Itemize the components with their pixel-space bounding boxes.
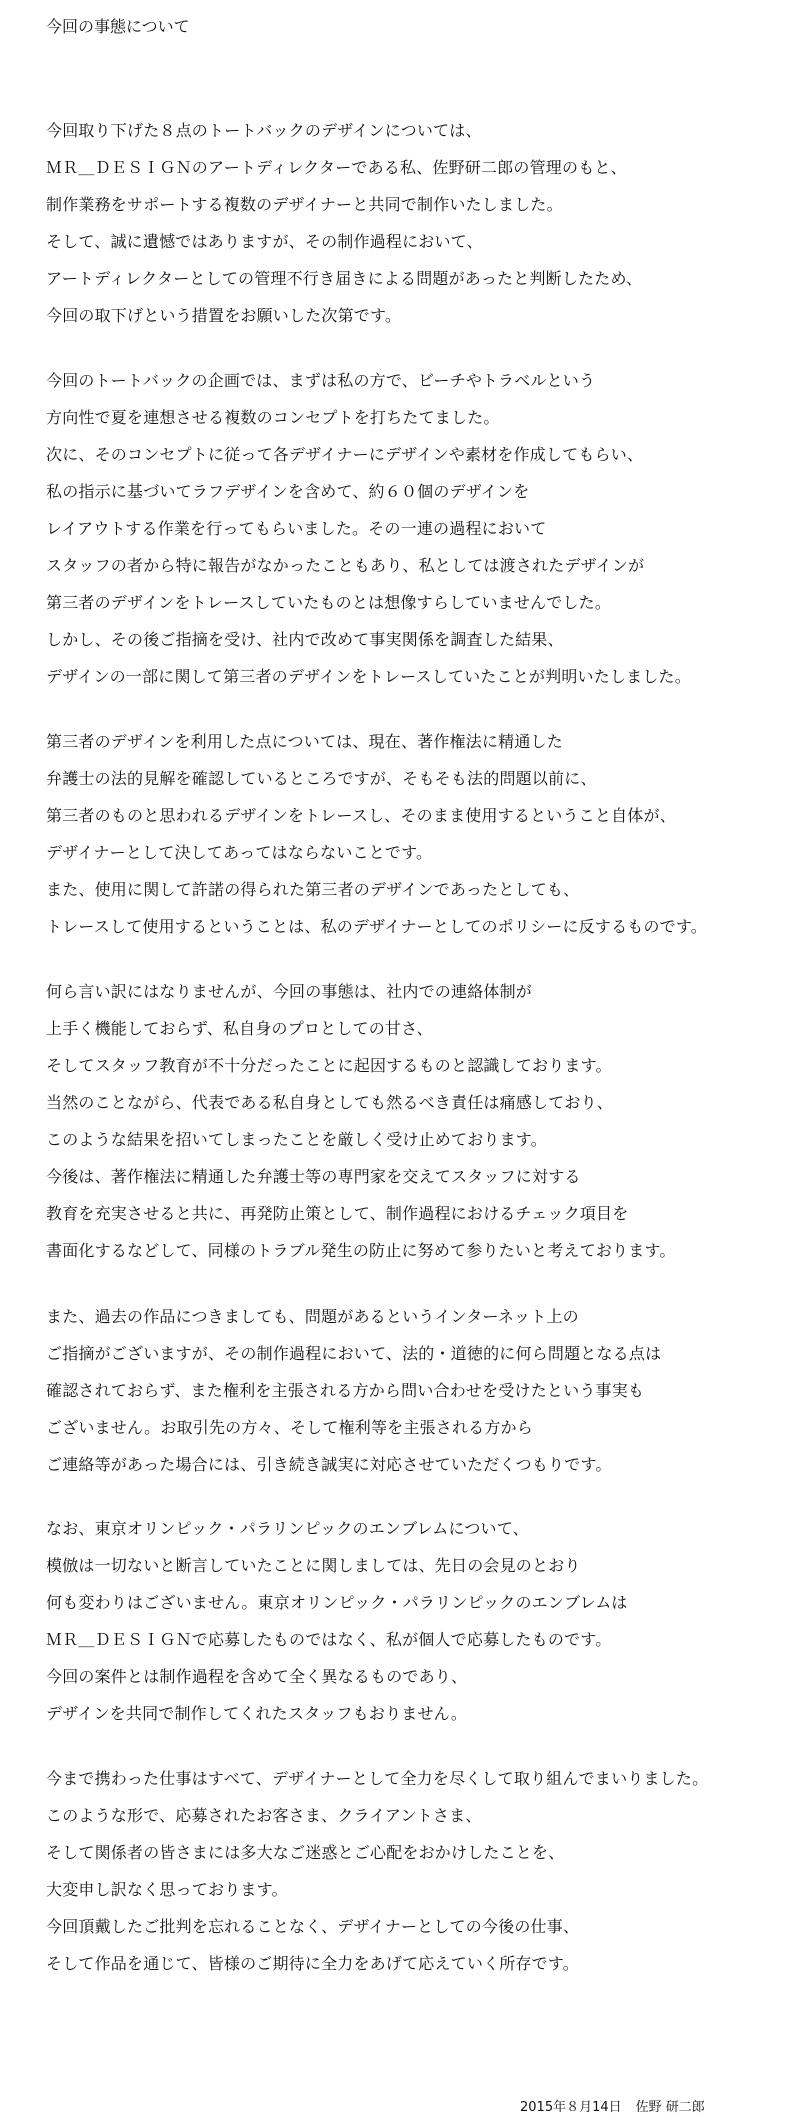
text-line: 模倣は一切ないと断言していたことに関しましては、先日の会見のとおり — [46, 1556, 581, 1575]
paragraph-2 — [46, 362, 691, 695]
text-line: ございません。お取引先の方々、そして権利等を主張される方から — [46, 1418, 533, 1437]
text-line: 制作業務をサポートする複数のデザイナーと共同で制作いたしました。 — [46, 195, 563, 214]
text-line: このような結果を招いてしまったことを厳しく受け止めております。 — [46, 1130, 547, 1149]
signature-name: 佐野 研二郎 — [635, 2100, 705, 2115]
text-line: 第三者のものと思われるデザインをトレースし、そのまま使用するということ自体が、 — [46, 806, 676, 825]
text-line: そして作品を通じて、皆様のご期待に全力をあげて応えていく所存です。 — [46, 1954, 580, 1973]
text-line: スタッフの者から特に報告がなかったこともあり、私としては渡されたデザインが — [46, 556, 645, 575]
text-line: また、過去の作品につきましても、問題があるというインターネット上の — [46, 1307, 579, 1326]
text-line: 今回のトートバックの企画では、まずは私の方で、ビーチやトラベルという — [46, 371, 596, 390]
text-line: ＭＲ＿ＤＥＳＩＧＮのアートディレクターである私、佐野研二郎の管理のもと、 — [46, 158, 627, 177]
text-line: 確認されておらず、また権利を主張される方から問い合わせを受けたという事実も — [46, 1381, 645, 1400]
text-line: 今回取り下げた８点のトートバックのデザインについては、 — [46, 121, 482, 140]
paragraph-3 — [46, 723, 707, 945]
text-line: 第三者のデザインを利用した点については、現在、著作権法に精通した — [46, 732, 563, 751]
paragraph-5 — [46, 1298, 661, 1483]
text-line: しかし、その後ご指摘を受け、社内で改めて事実関係を調査した結果、 — [46, 630, 564, 649]
text-line: 今回の案件とは制作過程を含めて全く異なるものであり、 — [46, 1667, 468, 1686]
text-line: 第三者のデザインをトレースしていたものとは想像すらしていませんでした。 — [46, 593, 612, 612]
text-line: このような形で、応募されたお客さま、クライアントさま、 — [46, 1806, 482, 1825]
text-line: また、使用に関して許諾の得られた第三者のデザインであったとしても、 — [46, 880, 580, 899]
text-line: 書面化するなどして、同様のトラブル発生の防止に努めて参りたいと考えております。 — [46, 1241, 676, 1260]
text-line: 上手く機能しておらず、私自身のプロとしての甘さ、 — [46, 1019, 433, 1038]
text-line: 何も変わりはございません。東京オリンピック・パラリンピックのエンブレムは — [46, 1593, 628, 1612]
text-line: デザインを共同で制作してくれたスタッフもおりません。 — [46, 1704, 468, 1723]
signature — [520, 2098, 705, 2118]
text-line: そして関係者の皆さまには多大なご迷惑とご心配をおかけしたことを、 — [46, 1843, 565, 1862]
text-line: 今まで携わった仕事はすべて、デザイナーとして全力を尽くして取り組んでまいりました。 — [46, 1769, 709, 1788]
text-line: トレースして使用するということは、私のデザイナーとしてのポリシーに反するものです。 — [46, 917, 708, 936]
text-line: そして、誠に遺憾ではありますが、その制作過程において、 — [46, 232, 483, 251]
text-line: 大変申し訳なく思っております。 — [46, 1880, 288, 1899]
text-line: 弁護士の法的見解を確認しているところですが、そもそも法的問題以前に、 — [46, 769, 597, 788]
paragraph-7 — [46, 1760, 708, 1982]
paragraph-4 — [46, 973, 676, 1269]
text-line: デザインの一部に関して第三者のデザインをトレースしていたことが判明いたしました。 — [46, 667, 691, 686]
paragraph-6 — [46, 1510, 628, 1732]
text-line: そしてスタッフ教育が不十分だったことに起因するものと認識しております。 — [46, 1056, 612, 1075]
text-line: 今後は、著作権法に精通した弁護士等の専門家を交えてスタッフに対する — [46, 1167, 581, 1186]
text-line: 私の指示に基づいてラフデザインを含めて、約６０個のデザインを — [46, 482, 530, 501]
text-line: ご連絡等があった場合には、引き続き誠実に対応させていただくつもりです。 — [46, 1455, 612, 1474]
paragraph-1 — [46, 112, 642, 334]
text-line: レイアウトする作業を行ってもらいました。その一連の過程において — [46, 519, 547, 538]
text-line: 方向性で夏を連想させる複数のコンセプトを打ちたてました。 — [46, 408, 500, 427]
text-line: ＭＲ＿ＤＥＳＩＧＮで応募したものではなく、私が個人で応募したものです。 — [46, 1630, 612, 1649]
text-line: 次に、そのコンセプトに従って各デザイナーにデザインや素材を作成してもらい、 — [46, 445, 644, 464]
text-line: 何ら言い訳にはなりませんが、今回の事態は、社内での連絡体制が — [46, 982, 533, 1001]
document-title: 今回の事態について — [46, 17, 190, 36]
text-line: 今回頂戴したご批判を忘れることなく、デザイナーとしての今後の仕事、 — [46, 1917, 580, 1936]
text-line: 今回の取下げという措置をお願いした次第です。 — [46, 306, 402, 325]
text-line: ご指摘がございますが、その制作過程において、法的・道徳的に何ら問題となる点は — [46, 1344, 662, 1363]
text-line: なお、東京オリンピック・パラリンピックのエンブレムについて、 — [46, 1519, 529, 1538]
text-line: アートディレクターとしての管理不行き届きによる問題があったと判断したため、 — [46, 269, 643, 288]
text-line: デザイナーとして決してあってはならないことです。 — [46, 843, 433, 862]
text-line: 教育を充実させると共に、再発防止策として、制作過程におけるチェック項目を — [46, 1204, 629, 1223]
text-line: 当然のことながら、代表である私自身としても然るべき責任は痛感しており、 — [46, 1093, 614, 1112]
signature-date: 2015年８月14日 — [520, 2100, 622, 2115]
